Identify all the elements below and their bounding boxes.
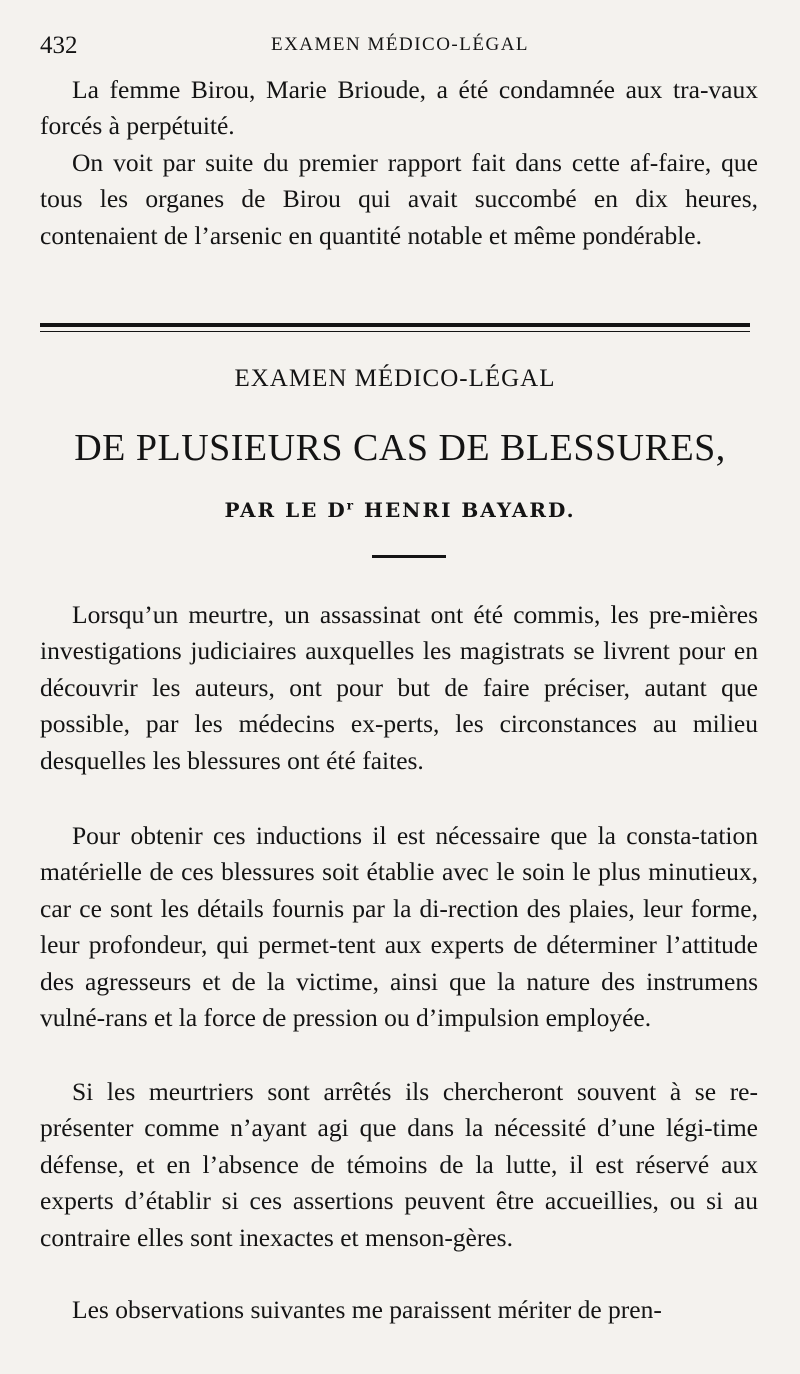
page-number: 432 bbox=[40, 32, 78, 59]
byline-prefix: PAR LE D bbox=[224, 498, 347, 522]
article-title: DE PLUSIEURS CAS DE BLESSURES, bbox=[74, 427, 726, 469]
carryover-paragraph-1: La femme Birou, Marie Brioude, a été condamnée aux tra-vaux forcés à perpétuité. bbox=[40, 75, 758, 141]
carryover-paragraph-2: On voit par suite du premier rapport fait dans cette af-faire, que tous les organes de Birou qui avait succombé en dix heures, contenaient de l’arsenic en quantité notable et même pondérable. bbox=[40, 148, 758, 250]
title-underline-rule bbox=[372, 555, 446, 558]
byline-superscript: r bbox=[346, 498, 356, 513]
section-title: EXAMEN MÉDICO-LÉGAL bbox=[234, 365, 556, 392]
body-paragraph-3: Si les meurtriers sont arrêtés ils chercheront souvent à se re-présenter comme n’ayant agi que dans la nécessité d’une légi-time défense, et en l’absence de témoins de la lutte, il est réservé aux experts d’établir si ces assertions peuvent être accueillies, ou si au contraire elles sont inexactes et menson-gères. bbox=[40, 1077, 758, 1252]
running-header bbox=[40, 32, 760, 68]
section-divider-thin bbox=[40, 331, 750, 332]
byline-author-name: HENRI BAYARD. bbox=[355, 498, 576, 522]
author-byline bbox=[40, 498, 760, 522]
body-paragraph-2: Pour obtenir ces inductions il est nécessaire que la consta-tation matérielle de ces blessures soit établie avec le soin le plus minutieux, car ce sont les détails fournis par la di-rection des plaies, leur forme, leur profondeur, qui permet-tent aux experts de déterminer l’attitude des agresseurs et de la victime, ainsi que la nature des instrumens vulné-rans et la force de pression ou d’impulsion employée. bbox=[40, 821, 758, 1033]
running-title: EXAMEN MÉDICO-LÉGAL bbox=[270, 34, 530, 55]
section-divider-thick bbox=[40, 323, 750, 327]
body-paragraph-4: Les observations suivantes me paraissent mériter de pren- bbox=[72, 1295, 662, 1324]
body-paragraph-1: Lorsqu’un meurtre, un assassinat ont été commis, les pre-mières investigations judiciaires auxquelles les magistrats se livrent pour en découvrir les auteurs, ont pour but de faire préciser, autant que possible, par les médecins ex-perts, les circonstances au milieu desquelles les blessures ont été faites. bbox=[40, 600, 758, 775]
